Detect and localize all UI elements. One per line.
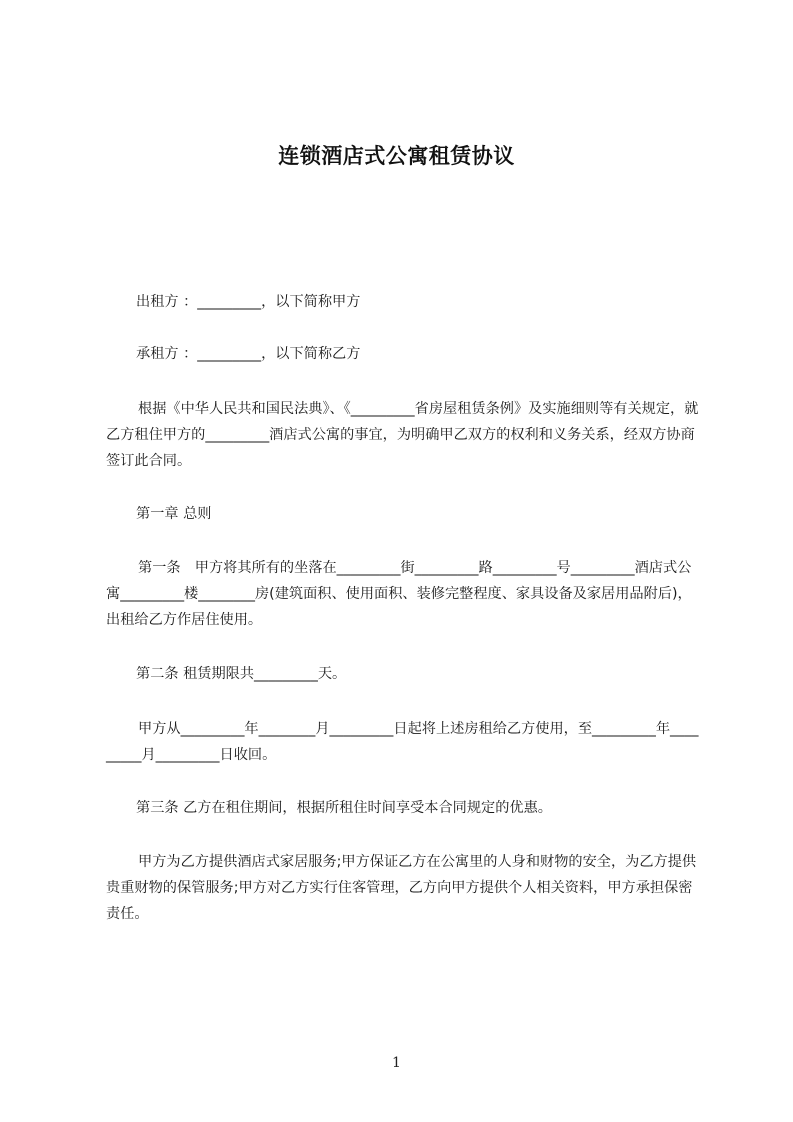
lease-period-paragraph [106, 716, 700, 768]
services-paragraph [106, 849, 700, 927]
lessor-text: 出租方 ：_________，以下简称甲方 [136, 294, 361, 310]
article-2-paragraph [106, 661, 700, 687]
chapter-1-text: 第一章 总则 [136, 506, 212, 522]
article-2-text: 第二条 租赁期限共_________天。 [136, 666, 347, 682]
chapter-heading [106, 501, 700, 527]
article-3-text: 第三条 乙方在租住期间，根据所租住时间享受本合同规定的优惠。 [136, 800, 552, 816]
page-number: 1 [392, 1055, 401, 1071]
lessor-line [106, 289, 700, 315]
article-1-paragraph [106, 555, 700, 633]
lessee-text: 承租方 ：_________，以下简称乙方 [136, 346, 361, 362]
preamble-paragraph [106, 396, 700, 474]
article-3-paragraph [106, 795, 700, 821]
article-1-text: 第一条 甲方将其所有的坐落在_________街_________路_________号_________酒店式公寓_________楼________房(建筑面积、使用面积、装修完整程度、家具设备及家居用品附后)，出租给乙方作居住使用。 [106, 560, 692, 628]
document-title: 连锁酒店式公寓租赁协议 [278, 144, 515, 168]
lessee-line [106, 341, 700, 367]
lease-period-text: 甲方从_________年________月_________日起将上述房租给乙方使用，至_________年_________月_________日收回。 [106, 721, 699, 763]
services-text: 甲方为乙方提供酒店式家居服务;甲方保证乙方在公寓里的人身和财物的安全，为乙方提供贵重财物的保管服务;甲方对乙方实行住客管理，乙方向甲方提供个人相关资料，甲方承担保密责任。 [106, 854, 697, 922]
preamble-text: 根据《中华人民共和国民法典》、《_________省房屋租赁条例》及实施细则等有关规定，就乙方租住甲方的_________酒店式公寓的事宜，为明确甲乙双方的权利和义务关系，经双方协商签订此合同。 [106, 401, 699, 469]
